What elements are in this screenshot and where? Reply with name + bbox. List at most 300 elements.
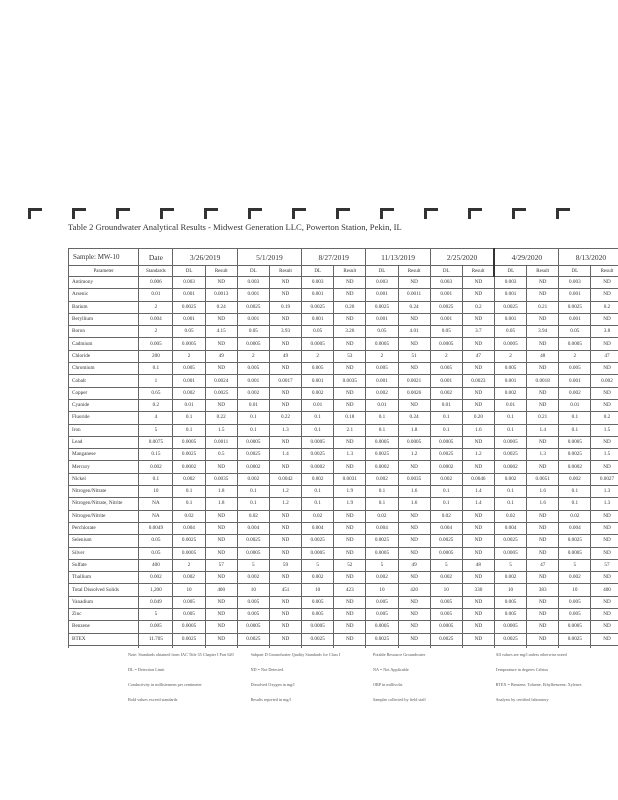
detection-limit-cell: 0.0025 xyxy=(366,633,398,645)
note-line: Samples collected by field staff xyxy=(373,697,426,702)
result-cell: 0.2 xyxy=(462,301,494,313)
result-cell: ND xyxy=(462,399,494,411)
dl-label: DL xyxy=(430,266,462,277)
detection-limit-cell: 0.003 xyxy=(494,277,526,289)
detection-limit-cell: 0.1 xyxy=(494,486,526,498)
standard-value: 1,200 xyxy=(139,584,173,596)
result-cell: 0.0031 xyxy=(334,473,366,485)
result-cell: 47 xyxy=(591,350,618,362)
detection-limit-cell: 5 xyxy=(366,559,398,571)
result-cell: ND xyxy=(269,596,301,608)
result-cell: 1.6 xyxy=(398,486,430,498)
result-cell: ND xyxy=(527,547,559,559)
detection-limit-cell: 0.002 xyxy=(173,387,205,399)
note-line: DL = Detection Limit xyxy=(128,667,165,672)
result-cell: 0.20 xyxy=(462,412,494,424)
detection-limit-cell: 0.0025 xyxy=(494,535,526,547)
detection-limit-cell xyxy=(366,645,398,648)
detection-limit-cell: 0.1 xyxy=(237,424,269,436)
parameter-name: Nitrogen/Nitrite xyxy=(69,510,139,522)
detection-limit-cell: 5 xyxy=(430,559,462,571)
table-row xyxy=(69,436,618,448)
result-cell: ND xyxy=(205,522,237,534)
result-cell: ND xyxy=(269,313,301,325)
detection-limit-cell: 0.0025 xyxy=(302,535,334,547)
result-cell: ND xyxy=(398,633,430,645)
detection-limit-cell: 0.0005 xyxy=(366,621,398,633)
result-cell: ND xyxy=(334,313,366,325)
detection-limit-cell: 0.001 xyxy=(173,313,205,325)
detection-limit-cell: 0.1 xyxy=(237,498,269,510)
result-cell: 57 xyxy=(591,559,618,571)
detection-limit-cell: 5 xyxy=(302,559,334,571)
result-cell: ND xyxy=(269,633,301,645)
detection-limit-cell: 0.005 xyxy=(430,609,462,621)
detection-limit-cell: 2 xyxy=(430,350,462,362)
detection-limit-cell: 0.0025 xyxy=(559,301,591,313)
detection-limit-cell: 0.001 xyxy=(302,313,334,325)
detection-limit-cell: 0.0005 xyxy=(559,621,591,633)
note-line: Dissolved Oxygen in mg/l xyxy=(250,682,295,687)
table-notes xyxy=(128,652,618,712)
standard-value: NA xyxy=(139,510,173,522)
detection-limit-cell: 2 xyxy=(237,350,269,362)
result-cell: 0.0005 xyxy=(398,436,430,448)
result-cell: ND xyxy=(398,399,430,411)
result-cell: ND xyxy=(334,522,366,534)
result-cell: 0.0035 xyxy=(334,375,366,387)
parameter-name: Copper xyxy=(69,387,139,399)
result-cell: ND xyxy=(269,277,301,289)
table-row xyxy=(69,498,618,510)
result-cell: 0.0035 xyxy=(205,473,237,485)
detection-limit-cell: 0.0005 xyxy=(302,547,334,559)
result-cell: ND xyxy=(334,621,366,633)
result-cell: ND xyxy=(462,596,494,608)
result-cell xyxy=(269,645,301,648)
detection-limit-cell xyxy=(559,645,591,648)
result-cell: 1.5 xyxy=(591,449,618,461)
dl-label: DL xyxy=(237,266,269,277)
result-cell: ND xyxy=(334,387,366,399)
result-cell: ND xyxy=(462,609,494,621)
detection-limit-cell: 0.01 xyxy=(494,399,526,411)
result-cell: 1.3 xyxy=(269,424,301,436)
detection-limit-cell: 0.0002 xyxy=(302,461,334,473)
result-cell: 53 xyxy=(334,350,366,362)
detection-limit-cell: 0.002 xyxy=(430,387,462,399)
detection-limit-cell: 0.002 xyxy=(559,473,591,485)
result-cell: 57 xyxy=(205,559,237,571)
detection-limit-cell: 0.02 xyxy=(430,510,462,522)
detection-limit-cell: 0.005 xyxy=(302,596,334,608)
detection-limit-cell: 0.002 xyxy=(559,387,591,399)
table-row xyxy=(69,510,618,522)
result-cell: ND xyxy=(591,609,618,621)
detection-limit-cell: 0.0002 xyxy=(173,461,205,473)
result-cell: 47 xyxy=(462,350,494,362)
result-cell: 1.2 xyxy=(398,449,430,461)
detection-limit-cell: 0.01 xyxy=(237,399,269,411)
result-cell: ND xyxy=(269,436,301,448)
hole-mark xyxy=(556,208,570,219)
detection-limit-cell: 10 xyxy=(430,584,462,596)
parameter-label: Parameter xyxy=(69,266,139,277)
result-cell: ND xyxy=(462,633,494,645)
detection-limit-cell: 5 xyxy=(559,559,591,571)
result-cell: ND xyxy=(398,547,430,559)
result-cell: 4.15 xyxy=(205,326,237,338)
standard-value: 0.1 xyxy=(139,473,173,485)
result-cell: ND xyxy=(591,436,618,448)
detection-limit-cell: 0.002 xyxy=(302,387,334,399)
detection-limit-cell: 0.0002 xyxy=(494,461,526,473)
result-cell: ND xyxy=(591,338,618,350)
detection-limit-cell: 0.0025 xyxy=(494,301,526,313)
result-cell: 1.5 xyxy=(591,424,618,436)
result-cell: 1.2 xyxy=(269,486,301,498)
parameter-name: Vanadium xyxy=(69,596,139,608)
result-cell: ND xyxy=(527,338,559,350)
result-cell: 1.8 xyxy=(205,486,237,498)
detection-limit-cell: 0.005 xyxy=(494,363,526,375)
result-cell: ND xyxy=(591,399,618,411)
note-line: Bold values exceed standards xyxy=(128,697,178,702)
result-cell: 0.0011 xyxy=(398,289,430,301)
result-cell: ND xyxy=(334,399,366,411)
standard-value: NA xyxy=(139,498,173,510)
detection-limit-cell: 0.001 xyxy=(366,313,398,325)
result-cell: ND xyxy=(527,289,559,301)
standard-value: 11.705 xyxy=(139,633,173,645)
result-cell: 0.0042 xyxy=(269,473,301,485)
detection-limit-cell: 0.05 xyxy=(302,326,334,338)
result-cell xyxy=(334,645,366,648)
result-cell: 400 xyxy=(591,584,618,596)
result-cell: 0.22 xyxy=(205,412,237,424)
detection-limit-cell: 0.1 xyxy=(430,498,462,510)
detection-limit-cell: 0.0005 xyxy=(173,547,205,559)
result-cell: 47 xyxy=(527,559,559,571)
note-line: Note: Standards obtained from IAC Title 35 Chapter I Part 620 xyxy=(128,652,234,657)
result-cell: ND xyxy=(591,572,618,584)
detection-limit-cell: 0.005 xyxy=(237,609,269,621)
result-cell: 330 xyxy=(462,584,494,596)
standard-value: 0.002 xyxy=(139,572,173,584)
result-cell: ND xyxy=(269,387,301,399)
detection-limit-cell: 0.003 xyxy=(430,277,462,289)
detection-limit-cell: 0.0025 xyxy=(173,633,205,645)
table-row xyxy=(69,473,618,485)
note-line: Results reported in mg/l xyxy=(250,697,291,702)
result-cell: 1.4 xyxy=(527,424,559,436)
result-cell: ND xyxy=(462,621,494,633)
parameter-name: Cobalt xyxy=(69,375,139,387)
detection-limit-cell: 0.001 xyxy=(302,289,334,301)
detection-limit-cell: 0.0005 xyxy=(366,547,398,559)
result-cell: ND xyxy=(269,399,301,411)
result-cell: ND xyxy=(527,596,559,608)
detection-limit-cell: 0.002 xyxy=(430,572,462,584)
result-cell: ND xyxy=(205,609,237,621)
detection-limit-cell: 0.0025 xyxy=(302,301,334,313)
table-row xyxy=(69,449,618,461)
result-cell: ND xyxy=(334,461,366,473)
result-cell: ND xyxy=(205,633,237,645)
detection-limit-cell: 0.1 xyxy=(366,486,398,498)
table-row xyxy=(69,375,618,387)
detection-limit-cell: 0.004 xyxy=(173,522,205,534)
date-header: 4/29/2020 xyxy=(494,249,558,266)
result-cell: ND xyxy=(527,621,559,633)
result-cell: ND xyxy=(591,522,618,534)
detection-limit-cell: 0.1 xyxy=(559,486,591,498)
detection-limit-cell: 2 xyxy=(366,350,398,362)
result-cell: ND xyxy=(527,277,559,289)
result-cell: 0.21 xyxy=(527,301,559,313)
detection-limit-cell: 0.0002 xyxy=(430,461,462,473)
detection-limit-cell: 0.005 xyxy=(430,363,462,375)
result-cell: 1.4 xyxy=(462,498,494,510)
result-cell: ND xyxy=(591,510,618,522)
detection-limit-cell: 0.004 xyxy=(366,522,398,534)
result-cell: ND xyxy=(334,609,366,621)
detection-limit-cell: 0.01 xyxy=(430,399,462,411)
detection-limit-cell: 0.0005 xyxy=(302,436,334,448)
detection-limit-cell: 5 xyxy=(237,559,269,571)
result-label: Result xyxy=(205,266,237,277)
note-line: NA = Not Applicable xyxy=(373,667,409,672)
detection-limit-cell: 0.0025 xyxy=(173,301,205,313)
result-cell: 1.6 xyxy=(398,498,430,510)
standards-label: Standards xyxy=(139,266,173,277)
parameter-name: Cyanide xyxy=(69,399,139,411)
hole-mark xyxy=(160,208,174,219)
hole-mark xyxy=(204,208,218,219)
result-cell: ND xyxy=(527,535,559,547)
result-label: Result xyxy=(269,266,301,277)
result-label: Result xyxy=(527,266,559,277)
table-row xyxy=(69,424,618,436)
result-cell: 3.8 xyxy=(591,326,618,338)
detection-limit-cell: 10 xyxy=(302,584,334,596)
result-cell: ND xyxy=(334,363,366,375)
detection-limit-cell: 10 xyxy=(366,584,398,596)
parameter-name: Zinc xyxy=(69,609,139,621)
date-header: 3/26/2019 xyxy=(173,249,237,266)
detection-limit-cell: 0.1 xyxy=(494,412,526,424)
result-cell: ND xyxy=(269,338,301,350)
detection-limit-cell: 0.004 xyxy=(237,522,269,534)
result-cell: 0.0024 xyxy=(205,375,237,387)
hole-mark xyxy=(116,208,130,219)
result-cell: ND xyxy=(269,609,301,621)
result-cell: 0.0025 xyxy=(205,387,237,399)
result-cell: ND xyxy=(591,596,618,608)
detection-limit-cell: 0.001 xyxy=(494,375,526,387)
standard-value: 200 xyxy=(139,350,173,362)
detection-limit-cell: 0.02 xyxy=(302,510,334,522)
result-cell: ND xyxy=(462,522,494,534)
result-cell: ND xyxy=(527,572,559,584)
standard-value: 5 xyxy=(139,424,173,436)
result-cell: ND xyxy=(527,633,559,645)
result-cell: 1.6 xyxy=(462,424,494,436)
result-cell: 3.7 xyxy=(462,326,494,338)
hole-mark xyxy=(512,208,526,219)
result-cell: ND xyxy=(269,289,301,301)
parameter-name: Boron xyxy=(69,326,139,338)
standard-value: 0.006 xyxy=(139,277,173,289)
parameter-name: Fluoride xyxy=(69,412,139,424)
result-cell: ND xyxy=(334,547,366,559)
detection-limit-cell: 10 xyxy=(494,584,526,596)
standard-value: 0.05 xyxy=(139,535,173,547)
detection-limit-cell: 0.02 xyxy=(366,510,398,522)
note-line: Conductivity in millisiemens per centimeter xyxy=(128,682,202,687)
result-cell: ND xyxy=(334,633,366,645)
dl-label: DL xyxy=(173,266,205,277)
detection-limit-cell: 0.002 xyxy=(237,473,269,485)
result-cell: 52 xyxy=(334,559,366,571)
result-cell: ND xyxy=(334,535,366,547)
detection-limit-cell: 2 xyxy=(302,350,334,362)
result-cell: ND xyxy=(462,535,494,547)
result-cell: 2.1 xyxy=(334,424,366,436)
detection-limit-cell: 0.005 xyxy=(302,609,334,621)
detection-limit-cell: 0.0005 xyxy=(173,621,205,633)
result-cell: ND xyxy=(591,277,618,289)
detection-limit-cell: 0.001 xyxy=(430,313,462,325)
detection-limit-cell: 0.0005 xyxy=(237,621,269,633)
date-header: 2/25/2020 xyxy=(430,249,494,266)
detection-limit-cell: 0.0025 xyxy=(559,633,591,645)
parameter-name: Chromium xyxy=(69,363,139,375)
detection-limit-cell xyxy=(494,645,526,648)
result-cell: ND xyxy=(269,522,301,534)
detection-limit-cell: 0.05 xyxy=(366,326,398,338)
parameter-name: Selenium xyxy=(69,535,139,547)
result-cell: ND xyxy=(334,338,366,350)
detection-limit-cell: 0.0025 xyxy=(302,449,334,461)
result-cell: ND xyxy=(591,633,618,645)
result-cell: 3.93 xyxy=(269,326,301,338)
result-cell: ND xyxy=(398,338,430,350)
result-cell: ND xyxy=(269,547,301,559)
detection-limit-cell: 0.0005 xyxy=(430,338,462,350)
detection-limit-cell: 0.0005 xyxy=(559,547,591,559)
result-cell: ND xyxy=(527,363,559,375)
result-cell: ND xyxy=(527,522,559,534)
parameter-name: Nitrogen/Nitrate xyxy=(69,486,139,498)
detection-limit-cell: 0.0025 xyxy=(237,449,269,461)
detection-limit-cell: 0.002 xyxy=(237,387,269,399)
detection-limit-cell: 2 xyxy=(494,350,526,362)
table-row xyxy=(69,535,618,547)
detection-limit-cell: 0.0005 xyxy=(366,436,398,448)
result-cell: 0.5 xyxy=(205,449,237,461)
detection-limit-cell: 0.004 xyxy=(559,522,591,534)
detection-limit-cell: 0.005 xyxy=(173,363,205,375)
detection-limit-cell: 0.01 xyxy=(559,399,591,411)
result-cell: ND xyxy=(205,547,237,559)
binder-hole-marks xyxy=(28,208,618,222)
result-cell: ND xyxy=(462,436,494,448)
detection-limit-cell: 0.0005 xyxy=(430,547,462,559)
result-cell: 1.8 xyxy=(205,498,237,510)
table-row xyxy=(69,387,618,399)
result-cell: 0.19 xyxy=(269,301,301,313)
result-cell: ND xyxy=(527,609,559,621)
results-table xyxy=(68,248,618,648)
result-cell: 0.24 xyxy=(398,412,430,424)
result-cell: ND xyxy=(591,289,618,301)
note-line: All values are mg/l unless otherwise noted xyxy=(495,652,567,657)
result-rows xyxy=(69,277,618,649)
result-cell: ND xyxy=(398,461,430,473)
result-cell: ND xyxy=(527,399,559,411)
detection-limit-cell: 0.0025 xyxy=(173,535,205,547)
result-cell: 4.01 xyxy=(398,326,430,338)
table-row xyxy=(69,313,618,325)
detection-limit-cell: 0.0005 xyxy=(494,547,526,559)
result-cell: ND xyxy=(591,535,618,547)
result-cell: ND xyxy=(398,510,430,522)
result-cell: 420 xyxy=(398,584,430,596)
table-row xyxy=(69,547,618,559)
detection-limit-cell: 0.001 xyxy=(430,289,462,301)
detection-limit-cell: 0.0005 xyxy=(559,338,591,350)
detection-limit-cell: 0.002 xyxy=(366,473,398,485)
result-cell xyxy=(591,645,618,648)
parameter-name: Total Dissolved Solids xyxy=(69,584,139,596)
detection-limit-cell: 0.1 xyxy=(559,412,591,424)
standard-value: 1 xyxy=(139,375,173,387)
result-cell: 0.24 xyxy=(205,301,237,313)
detection-limit-cell: 0.001 xyxy=(366,289,398,301)
detection-limit-cell: 0.0025 xyxy=(430,301,462,313)
table-row xyxy=(69,572,618,584)
detection-limit-cell: 10 xyxy=(237,584,269,596)
result-cell: ND xyxy=(462,289,494,301)
result-cell: 3.94 xyxy=(527,326,559,338)
date-header: 8/27/2019 xyxy=(302,249,366,266)
result-cell: 1.5 xyxy=(205,424,237,436)
detection-limit-cell: 0.0025 xyxy=(173,449,205,461)
note-line: ORP in millivolts xyxy=(373,682,403,687)
detection-limit-cell xyxy=(430,645,462,648)
detection-limit-cell: 0.001 xyxy=(237,289,269,301)
result-cell: 49 xyxy=(398,559,430,571)
result-cell: 49 xyxy=(269,350,301,362)
parameter-name: Beryllium xyxy=(69,313,139,325)
result-cell: ND xyxy=(205,313,237,325)
detection-limit-cell: 0.02 xyxy=(173,510,205,522)
detection-limit-cell: 0.1 xyxy=(173,498,205,510)
detection-limit-cell: 0.1 xyxy=(494,498,526,510)
table-row xyxy=(69,633,618,645)
detection-limit-cell: 0.1 xyxy=(237,412,269,424)
table-row xyxy=(69,277,618,289)
result-cell: 1.3 xyxy=(591,486,618,498)
detection-limit-cell: 0.05 xyxy=(430,326,462,338)
result-cell: ND xyxy=(334,596,366,608)
parameter-name: Thallium xyxy=(69,572,139,584)
detection-limit-cell: 0.0025 xyxy=(366,535,398,547)
detection-limit-cell: 0.002 xyxy=(366,387,398,399)
detection-limit-cell: 0.004 xyxy=(494,522,526,534)
result-cell: 3.26 xyxy=(334,326,366,338)
